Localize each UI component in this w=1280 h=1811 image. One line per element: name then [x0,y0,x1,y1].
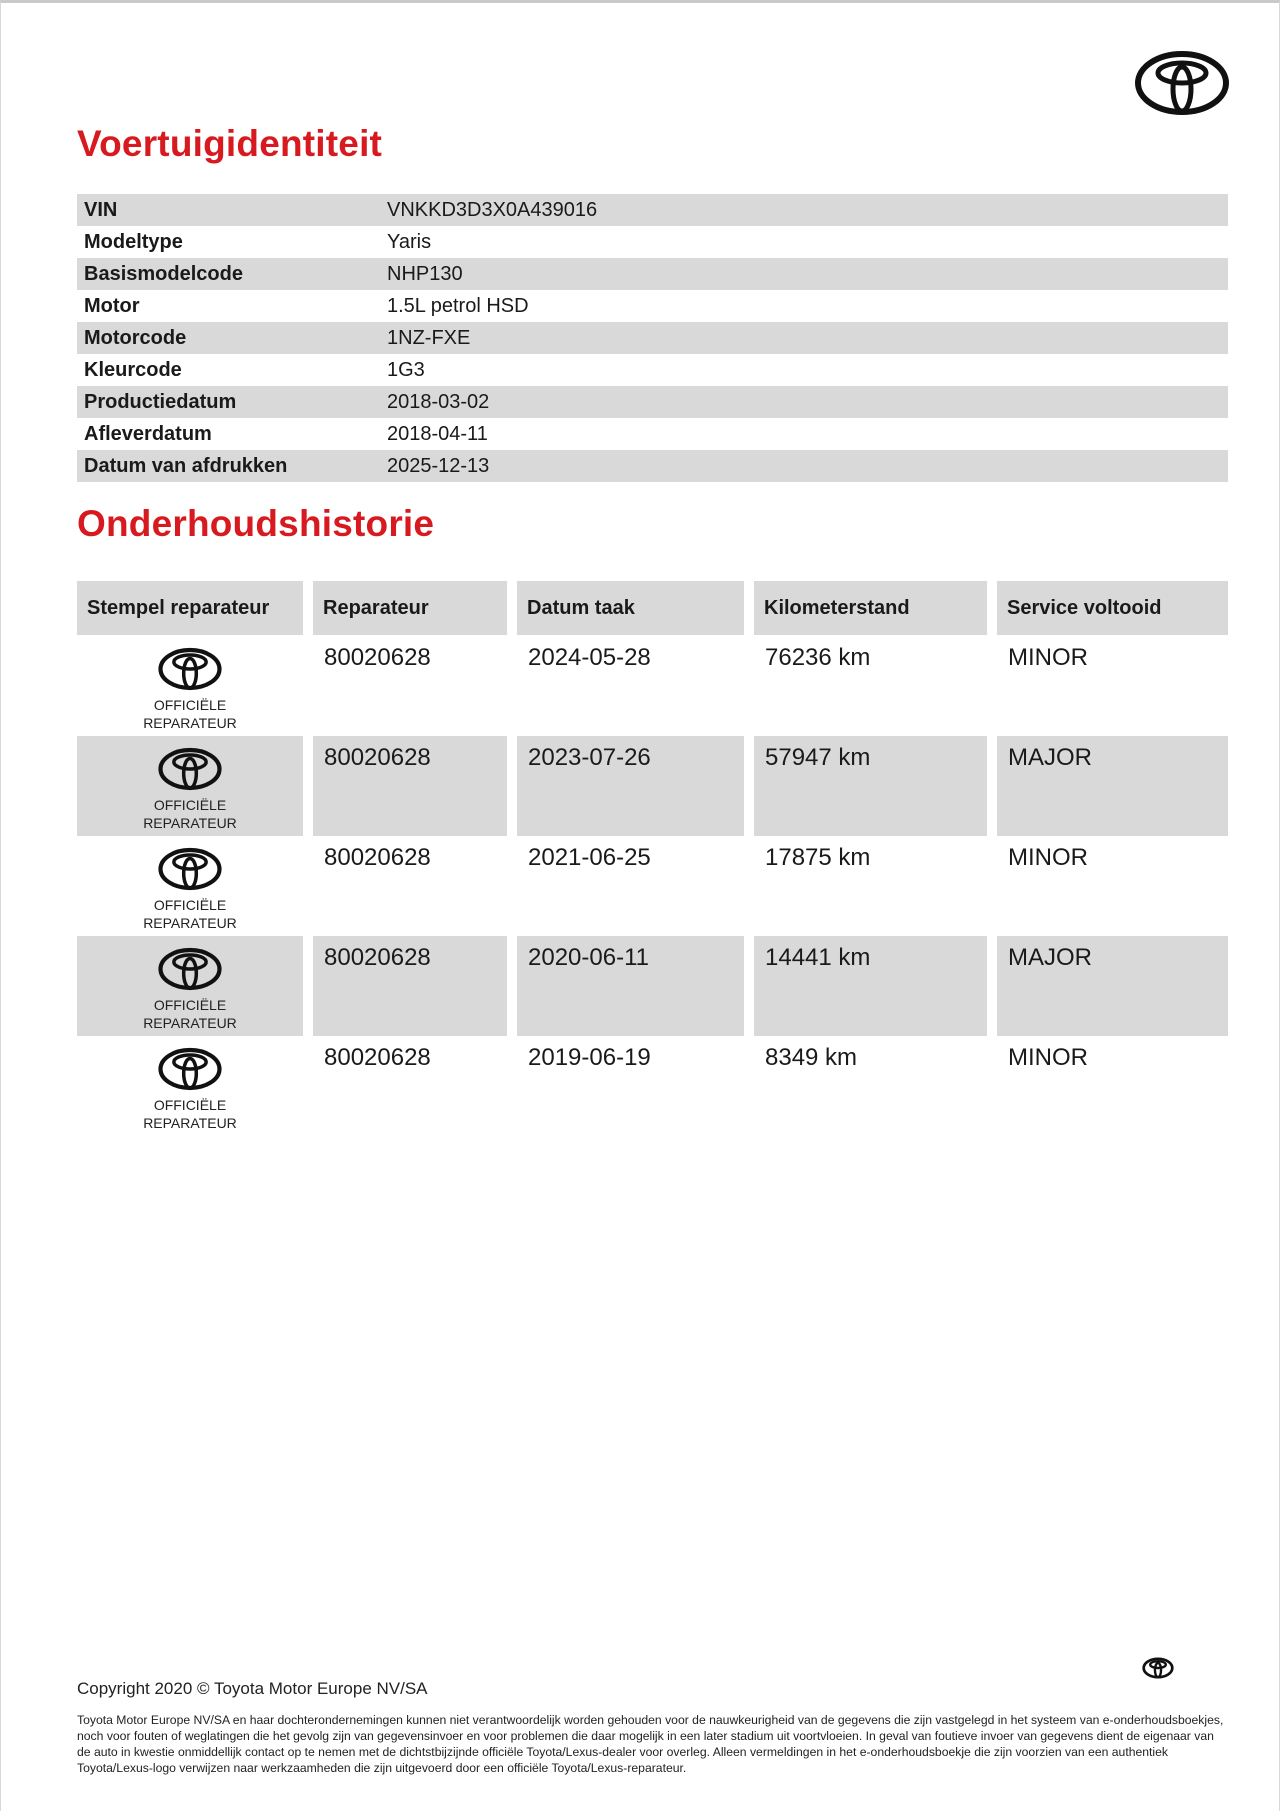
disclaimer-text: Toyota Motor Europe NV/SA en haar dochterondernemingen kunnen niet verantwoordelijk worden gehouden voor de nauwkeurigheid van de gegevens die zijn vastgelegd in het systeem van e-onderhoudsboekjes, noch voor fouten of weglatingen die het gevolg zijn van gegevensinvoer en voor problemen die daar mogelijk in een later stadium uit voortvloeien. In geval van foutieve invoer van gegevens dient de eigenaar van de auto in kwestie onmiddellijk contact op te nemen met de dichtstbijzijnde officiële Toyota/Lexus-dealer voor overleg. Alleen vermeldingen in het e-onderhoudsboekje die zijn voorzien van een authentiek Toyota/Lexus-logo verwijzen naar werkzaamheden die zijn uitgevoerd door een officiële Toyota/Lexus-reparateur. [77,1713,1224,1775]
history-row [77,1036,1228,1136]
identity-row [77,386,1228,418]
identity-row [77,354,1228,386]
stamp-line-1: OFFICIËLE [153,797,227,813]
identity-label: Basismodelcode [84,262,243,285]
repairer-stamp [77,736,303,836]
mileage-cell: 8349 km [765,1044,858,1071]
stamp-label [143,1096,237,1132]
repairer-stamp [77,1036,303,1136]
maintenance-history-title: Onderhoudshistorie [77,503,435,544]
identity-label: Motor [84,294,140,317]
maintenance-history-table [77,581,1228,1136]
repairer-stamp [77,936,303,1036]
date-cell: 2023-07-26 [517,736,744,836]
identity-value: NHP130 [387,262,463,285]
repairer-cell: 80020628 [324,844,431,871]
identity-label: Modeltype [84,230,183,253]
stamp-line-1: OFFICIËLE [153,897,227,913]
stamp-line-1: OFFICIËLE [153,1097,227,1113]
date-cell: 2021-06-25 [528,844,651,871]
stamp-line-2: REPARATEUR [143,715,237,731]
toyota-logo-icon [1135,51,1229,115]
toyota-stamp-icon [157,646,223,692]
repairer-cell: 80020628 [324,644,431,671]
identity-value: 2018-04-11 [387,422,488,445]
header-date: Datum taak [517,581,744,635]
identity-row [77,290,1228,322]
repairer-cell: 80020628 [324,1044,431,1071]
stamp-label [143,896,237,932]
date-cell: 2019-06-19 [528,1044,651,1071]
identity-row [77,322,1228,354]
header-mileage: Kilometerstand [754,581,987,635]
history-row [77,636,1228,736]
service-cell: MAJOR [997,736,1228,836]
repairer-stamp [77,636,303,736]
history-row [77,736,1228,836]
identity-value: 1G3 [387,358,425,381]
identity-label: Kleurcode [84,358,182,381]
identity-value: 2018-03-02 [387,390,490,413]
identity-value: VNKKD3D3X0A439016 [387,198,598,221]
identity-value: Yaris [387,230,432,253]
header-service: Service voltooid [997,581,1228,635]
mileage-cell: 76236 km [765,644,871,671]
identity-row [77,194,1228,226]
identity-label: Motorcode [84,326,187,349]
history-rows [77,636,1228,1136]
stamp-line-2: REPARATEUR [143,815,237,831]
toyota-stamp-icon [157,746,223,792]
mileage-cell: 57947 km [754,736,987,836]
identity-label: Productiedatum [84,390,237,413]
vehicle-identity-title: Voertuigidentiteit [77,123,383,164]
header-stamp: Stempel reparateur [77,581,303,635]
copyright-text: Copyright 2020 © Toyota Motor Europe NV/SA [77,1679,428,1698]
stamp-label [143,796,237,832]
stamp-line-2: REPARATEUR [143,915,237,931]
mileage-cell: 17875 km [765,844,871,871]
identity-row [77,258,1228,290]
date-cell: 2020-06-11 [517,936,744,1036]
identity-value: 1.5L petrol HSD [387,294,529,317]
identity-value: 2025-12-13 [387,454,490,477]
stamp-line-2: REPARATEUR [143,1015,237,1031]
repairer-cell: 80020628 [313,936,507,1036]
history-row [77,836,1228,936]
service-cell: MINOR [1008,844,1088,871]
identity-label: Afleverdatum [84,422,212,445]
repairer-stamp [77,836,303,936]
toyota-stamp-icon [157,1046,223,1092]
toyota-stamp-icon [157,946,223,992]
service-cell: MAJOR [997,936,1228,1036]
history-row [77,936,1228,1036]
history-table-header [77,581,1228,635]
identity-row [77,418,1228,450]
mileage-cell: 14441 km [754,936,987,1036]
header-repairer: Reparateur [313,581,507,635]
identity-value: 1NZ-FXE [387,326,471,349]
stamp-line-1: OFFICIËLE [153,697,227,713]
toyota-stamp-icon [157,846,223,892]
stamp-line-1: OFFICIËLE [153,997,227,1013]
stamp-label [143,696,237,732]
identity-label: VIN [84,198,118,221]
identity-label: Datum van afdrukken [84,454,288,477]
service-cell: MINOR [1008,644,1088,671]
repairer-cell: 80020628 [313,736,507,836]
identity-row [77,450,1228,482]
date-cell: 2024-05-28 [528,644,651,671]
toyota-logo-small-icon [1142,1657,1174,1679]
service-cell: MINOR [1008,1044,1088,1071]
stamp-line-2: REPARATEUR [143,1115,237,1131]
vehicle-identity-table [77,194,1228,482]
identity-row [77,226,1228,258]
stamp-label [143,996,237,1032]
